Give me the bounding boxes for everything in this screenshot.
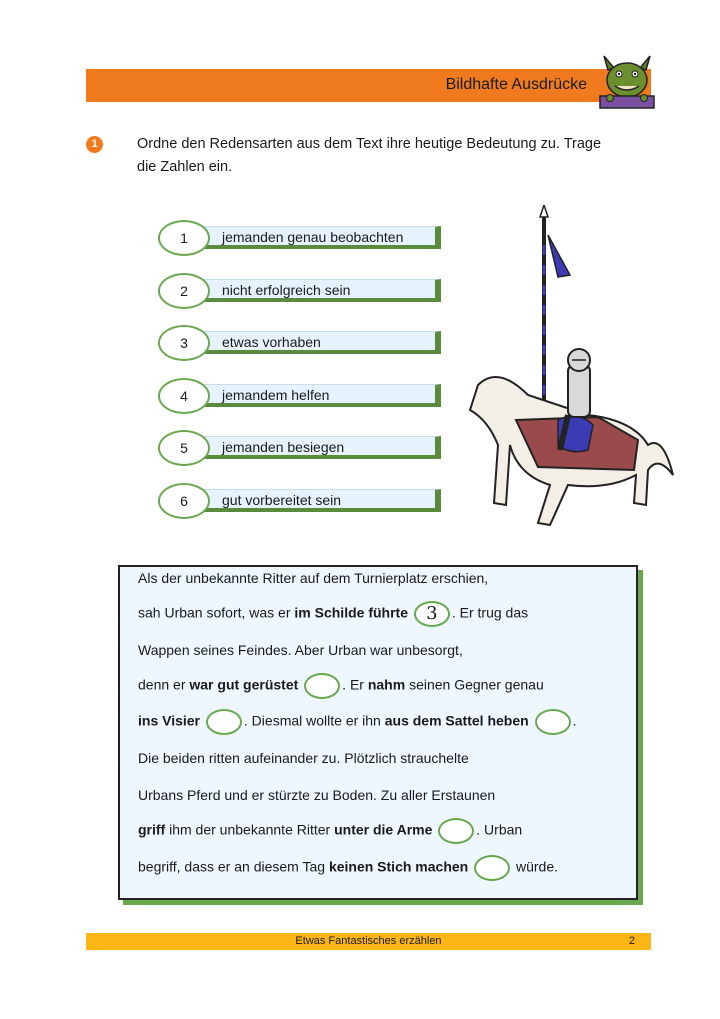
meaning-item: [158, 220, 443, 256]
story-text: ihm der unbekannte Ritter: [165, 821, 335, 838]
meanings-list: [158, 220, 443, 535]
idiom-keinen-stich-machen: keinen Stich machen: [328, 858, 469, 875]
meaning-text: etwas vorhaben: [222, 334, 321, 350]
meaning-text: jemanden genau beobachten: [222, 229, 404, 245]
meaning-item: [158, 483, 443, 519]
task-number-badge: 1: [86, 136, 103, 153]
story-text: Wappen seines Feindes. Aber Urban war unbesorgt,: [138, 642, 463, 658]
story-text-box: [118, 565, 638, 900]
footer-title: Etwas Fantastisches erzählen: [295, 935, 442, 947]
meaning-item: [158, 325, 443, 361]
answer-blank[interactable]: [474, 855, 510, 881]
answer-blank[interactable]: [206, 709, 242, 735]
meaning-number: 3: [158, 325, 210, 361]
idiom-aus-dem-sattel-heben: aus dem Sattel heben: [384, 712, 529, 729]
story-text: . Diesmal wollte er ihn: [243, 712, 385, 729]
meaning-number: 6: [158, 483, 210, 519]
meaning-item: [158, 273, 443, 309]
meaning-text: jemandem helfen: [222, 386, 330, 403]
meaning-item: [158, 378, 443, 414]
idiom-im-schilde-fuehren: im Schilde führte: [294, 604, 408, 621]
answer-blank[interactable]: 3: [414, 601, 450, 627]
story-text: würde.: [512, 858, 559, 875]
idiom-gut-geruestet: war gut gerüstet: [189, 676, 299, 693]
story-text: . Urban: [476, 821, 523, 838]
story-line: [138, 673, 544, 699]
story-line: [138, 750, 469, 766]
footer-bar: [86, 933, 651, 950]
meaning-number: 2: [158, 273, 210, 309]
meaning-item: [158, 430, 443, 466]
knight-on-horse-illustration: [458, 205, 688, 555]
idiom-unter-die-arme-greifen-part2: unter die Arme: [334, 821, 433, 838]
task-instruction: Ordne den Redensarten aus dem Text ihre heutige Bedeutung zu. Trage die Zahlen ein.: [137, 136, 602, 175]
idiom-ins-visier-nehmen: nahm: [367, 676, 406, 693]
meaning-number: 4: [158, 378, 210, 414]
meaning-text: jemanden besiegen: [222, 439, 345, 455]
story-line: [138, 601, 528, 627]
story-line: [138, 818, 522, 844]
story-text: .: [572, 712, 577, 729]
story-text: seinen Gegner genau: [405, 676, 544, 693]
idiom-ins-visier-nehmen-part2: ins Visier: [138, 712, 201, 729]
story-text: denn er: [138, 676, 190, 693]
story-line: [138, 855, 558, 881]
answer-blank[interactable]: [535, 709, 571, 735]
meaning-text: nicht erfolgreich sein: [222, 281, 351, 298]
page-number: 2: [628, 935, 635, 947]
story-line: [138, 642, 463, 658]
page-title: Bildhafte Ausdrücke: [445, 76, 587, 93]
meaning-number: 1: [158, 220, 210, 256]
header-bar: [86, 69, 651, 102]
meaning-text: gut vorbereitet sein: [222, 491, 342, 508]
answer-blank[interactable]: [438, 818, 474, 844]
idiom-unter-die-arme-greifen: griff: [138, 821, 166, 838]
story-line: [138, 570, 488, 586]
story-text: Die beiden ritten aufeinander zu. Plötzlich strauchelte: [138, 750, 469, 766]
dragon-mascot-icon: [598, 50, 656, 112]
story-text: Urbans Pferd und er stürzte zu Boden. Zu aller Erstaunen: [138, 787, 496, 803]
answer-blank[interactable]: [304, 673, 340, 699]
story-text: sah Urban sofort, was er: [138, 604, 295, 621]
story-text: begriff, dass er an diesem Tag: [138, 858, 329, 875]
story-line: [138, 709, 576, 735]
meaning-number: 5: [158, 430, 210, 466]
story-text: Als der unbekannte Ritter auf dem Turnierplatz erschien,: [138, 570, 489, 586]
story-text: . Er trug das: [451, 604, 529, 621]
story-line: [138, 787, 495, 803]
story-text: . Er: [342, 676, 368, 693]
